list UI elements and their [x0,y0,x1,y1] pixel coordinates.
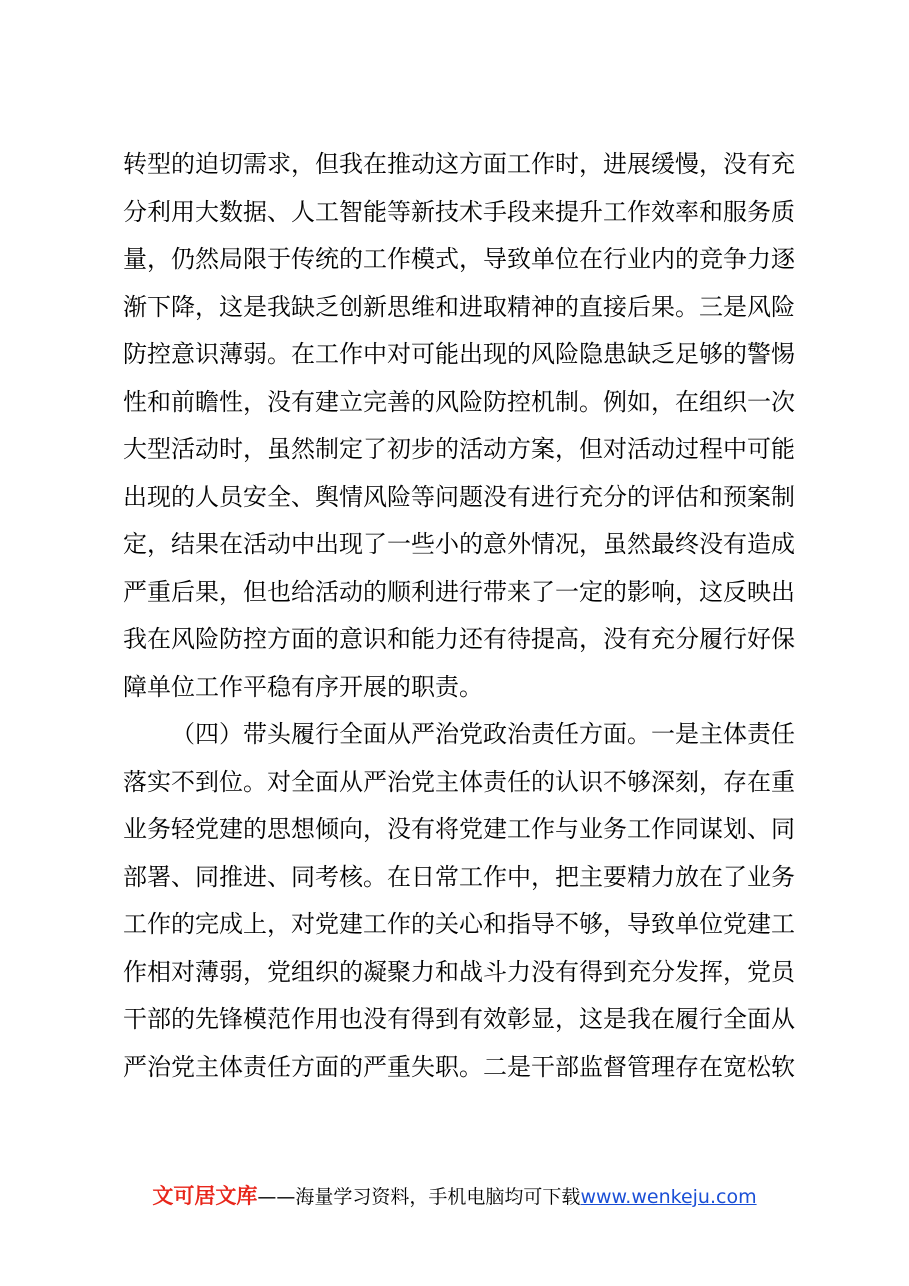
document-body [123,141,795,1091]
text-line: 转型的迫切需求，但我在推动这方面工作时，进展缓慢，没有充 [123,150,795,178]
text-line: 我在风险防控方面的意识和能力还有待提高，没有充分履行好保 [123,625,795,653]
paragraph-2 [123,711,795,1091]
text-line: 严治党主体责任方面的严重失职。二是干部监督管理存在宽松软 [123,1052,795,1081]
footer-dash: —— [257,1186,296,1208]
text-line: 作相对薄弱，党组织的凝聚力和战斗力没有得到充分发挥，党员 [123,957,795,986]
text-line: 工作的完成上，对党建工作的关心和指导不够，导致单位党建工 [123,910,795,938]
text-line: 分利用大数据、人工智能等新技术手段来提升工作效率和服务质 [123,197,795,226]
text-line: 部署、同推进、同考核。在日常工作中，把主要精力放在了业务 [123,862,795,891]
text-line: 严重后果，但也给活动的顺利进行带来了一定的影响，这反映出 [123,577,795,606]
text-line: 渐下降，这是我缺乏创新思维和进取精神的直接后果。三是风险 [123,292,795,321]
text-line: 业务轻党建的思想倾向，没有将党建工作与业务工作同谋划、同 [123,815,795,843]
section-heading-line: （四）带头履行全面从严治党政治责任方面。一是主体责任 [171,720,795,748]
text-line: 性和前瞻性，没有建立完善的风险防控机制。例如，在组织一次 [123,387,795,416]
footer-url-link[interactable]: www.wenkeju.com [580,1186,757,1208]
text-line: 防控意识薄弱。在工作中对可能出现的风险隐患缺乏足够的警惕 [123,340,795,368]
text-line: 干部的先锋模范作用也没有得到有效彰显，这是我在履行全面从 [123,1005,795,1033]
footer-banner [0,1180,909,1213]
paragraph-1 [123,141,795,711]
text-line: 落实不到位。对全面从严治党主体责任的认识不够深刻，存在重 [123,767,795,796]
text-line: 大型活动时，虽然制定了初步的活动方案，但对活动过程中可能 [123,435,795,463]
text-line: 定，结果在活动中出现了一些小的意外情况，虽然最终没有造成 [123,530,795,558]
text-line: 出现的人员安全、舆情风险等问题没有进行充分的评估和预案制 [123,482,795,511]
text-line: 量，仍然局限于传统的工作模式，导致单位在行业内的竞争力逐 [123,245,795,273]
footer-tagline: 海量学习资料，手机电脑均可下载 [295,1186,581,1208]
text-line: 障单位工作平稳有序开展的职责。 [123,672,483,701]
footer-brand: 文可居文库 [152,1184,258,1208]
